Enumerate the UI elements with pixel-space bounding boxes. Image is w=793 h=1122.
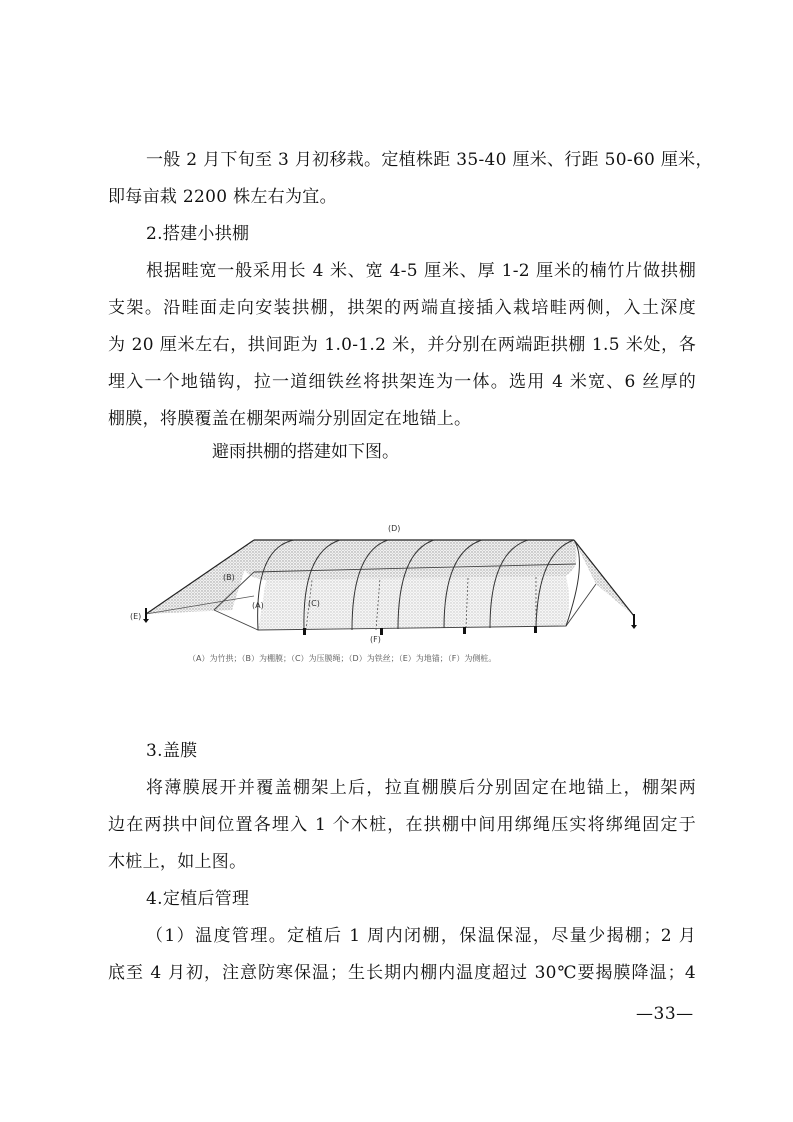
paragraph-line: 支架。沿畦面走向安装拱棚，拱架的两端直接插入栽培畦两侧，入土深度 xyxy=(108,298,696,318)
film-top xyxy=(242,540,577,580)
side-stake xyxy=(303,628,306,635)
paragraph-line: 一般 2 月下旬至 3 月初移栽。定植株距 35-40 厘米、行距 50-60 厘米， xyxy=(146,150,713,170)
greenhouse-diagram xyxy=(126,518,646,670)
label-c: (C) xyxy=(308,599,320,608)
paragraph-line: 底至 4 月初，注意防寒保温；生长期内棚内温度超过 30℃要揭膜降温；4 xyxy=(108,963,696,983)
paragraph-line: 木桩上，如上图。 xyxy=(108,852,247,872)
ground-anchor-left-tip xyxy=(143,619,149,623)
paragraph-line: 即每亩栽 2200 株左右为宜。 xyxy=(108,187,337,207)
side-stake xyxy=(380,628,383,635)
section-heading: 4.定植后管理 xyxy=(146,889,250,909)
paragraph-line: 将薄膜展开并覆盖棚架上后，拉直棚膜后分别固定在地锚上，棚架两 xyxy=(146,778,696,798)
label-d: (D) xyxy=(388,524,401,533)
ground-anchor-right-tip xyxy=(631,625,637,629)
paragraph-line: 根据畦宽一般采用长 4 米、宽 4-5 厘米、厚 1-2 厘米的楠竹片做拱棚 xyxy=(146,261,696,281)
paragraph-line: （1）温度管理。定植后 1 周内闭棚，保温保湿，尽量少揭棚；2 月 xyxy=(146,926,696,946)
label-a: (A) xyxy=(252,601,264,610)
page-number: —33— xyxy=(636,1004,694,1024)
figure-caption: （A）为竹拱；（B）为棚膜；（C）为压膜绳；（D）为铁丝；（E）为地锚；（F）为侧桩。 xyxy=(188,654,497,663)
section-heading: 2.搭建小拱棚 xyxy=(146,224,250,244)
section-heading: 3.盖膜 xyxy=(146,741,198,761)
paragraph-line: 为 20 厘米左右，拱间距为 1.0-1.2 米，并分别在两端距拱棚 1.5 米处，各 xyxy=(108,335,696,355)
wire-right xyxy=(574,540,634,616)
label-b: (B) xyxy=(223,573,235,582)
side-stake xyxy=(534,626,537,633)
label-f: (F) xyxy=(370,635,381,644)
side-stake xyxy=(463,627,466,634)
paragraph-line: 棚膜，将膜覆盖在棚架两端分别固定在地锚上。 xyxy=(108,409,472,429)
label-e: (E) xyxy=(130,612,142,621)
paragraph-line: 埋入一个地锚钩，拉一道细铁丝将拱架连为一体。选用 4 米宽、6 丝厚的 xyxy=(108,372,696,392)
figure-intro: 避雨拱棚的搭建如下图。 xyxy=(212,442,399,462)
paragraph-line: 边在两拱中间位置各埋入 1 个木桩，在拱棚中间用绑绳压实将绑绳固定于 xyxy=(108,815,696,835)
